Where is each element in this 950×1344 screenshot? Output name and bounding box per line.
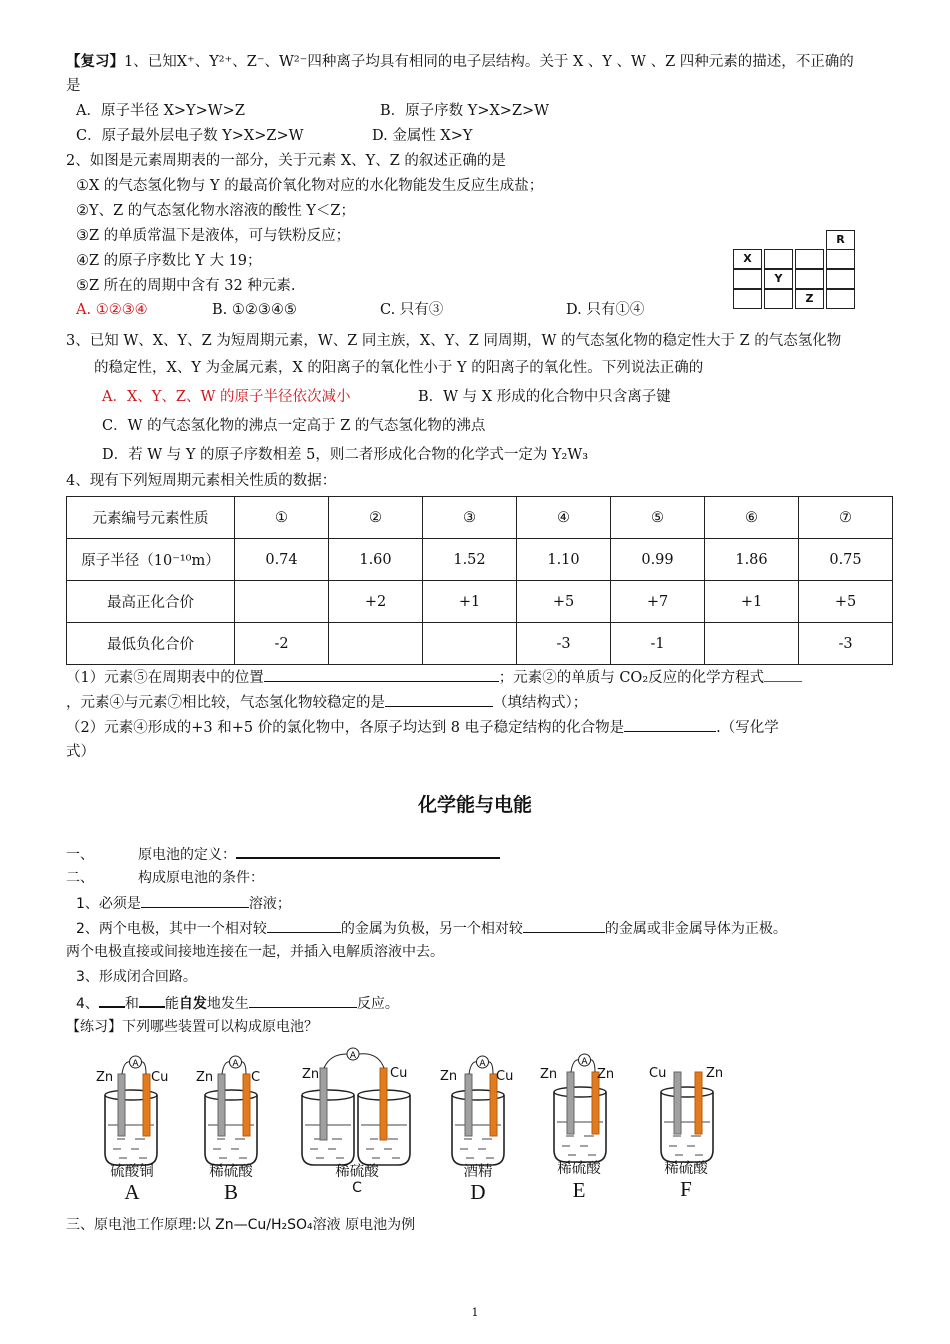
table-row — [67, 539, 893, 581]
device-f — [661, 1072, 713, 1162]
electrode-right — [380, 1068, 387, 1140]
table-cell: +1 — [705, 581, 799, 623]
electrode-label: Cu — [390, 1066, 408, 1081]
electrode-label: Zn — [440, 1069, 458, 1084]
answer-blank[interactable] — [523, 918, 605, 933]
q4-part2-text-a: （2）元素④形成的+3 和+5 价的氯化物中，各原子均达到 8 电子稳定结构的化合物是 — [66, 720, 625, 736]
q4-part2-line — [66, 717, 779, 738]
electrode-label: Cu — [496, 1069, 514, 1084]
condition-1 — [76, 893, 291, 914]
condition-2-text-b: 的金属为负极，另一个相对较 — [340, 921, 523, 937]
grid-cell — [733, 289, 762, 309]
q4-part2-text-b: .（写化学 — [716, 720, 779, 736]
table-cell: +5 — [799, 581, 893, 623]
device-letter: B — [223, 1180, 238, 1204]
table-cell: +7 — [611, 581, 705, 623]
grid-cell — [733, 269, 762, 289]
condition-2-text-c: 的金属或非金属导体为正极。 — [604, 921, 787, 937]
condition-3: 3、形成闭合回路。 — [76, 969, 197, 985]
electrode-left — [320, 1068, 327, 1140]
table-column-header: ⑦ — [799, 497, 893, 539]
answer-blank[interactable] — [385, 692, 493, 707]
table-column-header: ① — [235, 497, 329, 539]
answer-blank[interactable] — [264, 667, 499, 682]
grid-cell — [795, 269, 824, 289]
condition-4-text-e: 反应。 — [356, 996, 399, 1012]
answer-blank[interactable] — [139, 992, 165, 1008]
electrode-right — [143, 1074, 150, 1136]
answer-blank[interactable] — [267, 918, 341, 933]
table-cell: -3 — [799, 623, 893, 665]
answer-blank[interactable] — [236, 843, 500, 859]
element-properties-table — [66, 496, 893, 665]
electrode-label: C — [251, 1070, 261, 1085]
q2-text: 2、如图是元素周期表的一部分，关于元素 X、Y、Z 的叙述正确的是 — [66, 153, 506, 169]
table-column-header: ⑥ — [705, 497, 799, 539]
grid-cell-r: R — [826, 230, 855, 250]
q4-part1-line — [66, 667, 802, 688]
q2-statement-5: ⑤Z 所在的周期中含有 32 种元素. — [76, 278, 296, 294]
section-1-number: 一、 — [66, 847, 94, 863]
table-cell: -3 — [517, 623, 611, 665]
table-row — [67, 623, 893, 665]
table-cell: -2 — [235, 623, 329, 665]
q2-option-a: A. ①②③④ — [76, 302, 148, 318]
condition-4-bold: 自发 — [178, 996, 207, 1012]
electrode-right — [243, 1074, 250, 1136]
table-header-row — [67, 497, 893, 539]
table-cell: +1 — [423, 581, 517, 623]
q2-option-c: C. 只有③ — [380, 302, 444, 318]
solution-label: 酒精 — [463, 1164, 493, 1180]
condition-1-text-a: 1、必须是 — [76, 896, 141, 912]
solution-label: 稀硫酸 — [335, 1164, 379, 1180]
q4-part1-text-b: ；元素②的单质与 CO₂反应的化学方程式 — [498, 670, 765, 686]
answer-blank[interactable] — [141, 893, 249, 908]
solution-label: 稀硫酸 — [557, 1161, 601, 1177]
condition-4-text-c: 能 — [164, 996, 179, 1012]
row-label: 原子半径（10⁻¹⁰m） — [67, 539, 235, 581]
device-letter: A — [124, 1180, 140, 1204]
table-column-header: ③ — [423, 497, 517, 539]
section-title: 化学能与电能 — [417, 794, 532, 816]
condition-4-text-b: 和 — [124, 996, 139, 1012]
condition-1-text-b: 溶液； — [248, 896, 291, 912]
table-cell: 0.74 — [235, 539, 329, 581]
grid-cell — [764, 289, 793, 309]
q3-text-2: 的稳定性，X、Y 为金属元素，X 的阳离子的氧化性小于 Y 的阳离子的氧化性。下列说法正确的 — [94, 360, 704, 376]
q1-continuation: 是 — [66, 78, 81, 94]
q1-option-b: B．原子序数 Y>X>Z>W — [380, 103, 550, 119]
q1-text: 1、已知X⁺、Y²⁺、Z⁻、W²⁻四种离子均具有相同的电子层结构。关于 X 、Y 、W 、Z 四种元素的描述，不正确的 — [124, 54, 854, 70]
table-header-cell: 元素编号元素性质 — [67, 497, 235, 539]
section-2-text: 构成原电池的条件： — [138, 870, 264, 886]
table-row — [67, 581, 893, 623]
grid-cell — [826, 249, 855, 269]
condition-4 — [76, 992, 399, 1014]
grid-cell — [764, 249, 793, 269]
table-cell: +2 — [329, 581, 423, 623]
table-cell — [705, 623, 799, 665]
electrode-left — [218, 1074, 225, 1136]
q2-statement-3: ③Z 的单质常温下是液体，可与铁粉反应； — [76, 228, 351, 244]
grid-cell — [795, 249, 824, 269]
table-cell: -1 — [611, 623, 705, 665]
q1-option-c: C．原子最外层电子数 Y>X>Z>W — [76, 128, 304, 144]
practice-prompt: 【练习】下列哪些装置可以构成原电池？ — [66, 1019, 318, 1035]
electrode-label: Cu — [649, 1066, 667, 1081]
row-label: 最高正化合价 — [67, 581, 235, 623]
electrode-right — [695, 1072, 702, 1134]
q3-option-b: B．W 与 X 形成的化合物中只含离子键 — [418, 389, 671, 405]
q2-statement-4: ④Z 的原子序数比 Y 大 19； — [76, 253, 262, 269]
electrode-left — [118, 1074, 125, 1136]
q3-option-d: D．若 W 与 Y 的原子序数相差 5，则二者形成化合物的化学式一定为 Y₂W₃ — [102, 447, 589, 463]
table-cell — [329, 623, 423, 665]
q1-option-d: D. 金属性 X>Y — [372, 128, 473, 144]
solution-label: 硫酸铜 — [110, 1164, 154, 1180]
page-number: 1 — [471, 1306, 479, 1319]
electrode-left — [465, 1074, 472, 1136]
q4-part1-text-c: ，元素④与元素⑦相比较，气态氢化物较稳定的是 — [66, 695, 385, 711]
review-label: 【复习】 — [66, 53, 124, 70]
electrode-label: Zn — [540, 1067, 558, 1082]
section-1-text: 原电池的定义： — [138, 847, 236, 863]
table-cell: 1.86 — [705, 539, 799, 581]
table-cell: 1.10 — [517, 539, 611, 581]
answer-blank[interactable] — [99, 992, 125, 1008]
row-label: 最低负化合价 — [67, 623, 235, 665]
condition-2 — [76, 918, 787, 939]
q3-option-c: C．W 的气态氢化物的沸点一定高于 Z 的气态氢化物的沸点 — [102, 418, 486, 434]
grid-cell — [826, 289, 855, 309]
table-column-header: ② — [329, 497, 423, 539]
condition-2-text-a: 2、两个电极，其中一个相对较 — [76, 921, 267, 937]
solution-label: 稀硫酸 — [209, 1164, 253, 1180]
conditions-heading — [66, 868, 264, 888]
q1-line — [66, 52, 854, 72]
ammeter-icon: A — [581, 1057, 588, 1067]
ammeter-icon: A — [132, 1059, 139, 1069]
device-letter: F — [680, 1177, 692, 1201]
q2-option-b: B. ①②③④⑤ — [212, 302, 297, 318]
solution-label: 稀硫酸 — [664, 1161, 708, 1177]
table-cell — [235, 581, 329, 623]
condition-4-text-d: 地发生 — [206, 996, 249, 1012]
electrode-label: Zn — [196, 1070, 214, 1085]
table-cell: 0.75 — [799, 539, 893, 581]
section-3-heading: 三、原电池工作原理:以 Zn—Cu/H₂SO₄溶液 原电池为例 — [66, 1217, 416, 1233]
q4-part2-continuation: 式） — [66, 744, 95, 760]
electrode-left — [674, 1072, 681, 1134]
device-letter: E — [572, 1178, 586, 1202]
q2-statement-2: ②Y、Z 的气态氢化物水溶液的酸性 Y＜Z； — [76, 203, 356, 219]
electrode-label: Zn — [96, 1070, 114, 1085]
condition-4-text-a: 4、 — [76, 996, 99, 1012]
ammeter-icon: A — [349, 1051, 357, 1061]
electrode-label: Cu — [151, 1070, 169, 1085]
ammeter-icon: A — [479, 1059, 486, 1069]
condition-2-continuation: 两个电极直接或间接地连接在一起，并插入电解质溶液中去。 — [66, 944, 444, 960]
grid-cell-y: Y — [764, 269, 793, 289]
electrode-label: Zn — [597, 1067, 615, 1082]
q4-text: 4、现有下列短周期元素相关性质的数据： — [66, 473, 337, 489]
table-cell: +5 — [517, 581, 611, 623]
electrode-label: Zn — [706, 1066, 724, 1081]
answer-blank[interactable] — [249, 993, 357, 1008]
q2-option-d: D. 只有①④ — [566, 302, 645, 318]
q4-part1-text-a: （1）元素⑤在周期表中的位置 — [66, 670, 264, 686]
table-column-header: ④ — [517, 497, 611, 539]
definition-line — [66, 843, 500, 865]
answer-blank[interactable] — [624, 717, 716, 732]
table-cell: 1.60 — [329, 539, 423, 581]
device-letter: C — [352, 1180, 362, 1196]
q2-statement-1: ①X 的气态氢化物与 Y 的最高价氧化物对应的水化物能发生反应生成盐； — [76, 178, 544, 194]
electrode-label: Zn — [302, 1067, 320, 1082]
grid-cell-x: X — [733, 249, 762, 269]
ammeter-icon: A — [232, 1059, 239, 1069]
q4-part1-text-d: （填结构式）； — [493, 695, 588, 711]
q4-part1-line-2 — [66, 692, 587, 713]
grid-cell-z: Z — [795, 289, 824, 309]
q1-option-a: A．原子半径 X>Y>W>Z — [76, 103, 245, 119]
table-cell — [423, 623, 517, 665]
device-letter: D — [470, 1180, 486, 1204]
table-cell: 0.99 — [611, 539, 705, 581]
section-2-number: 二、 — [66, 870, 94, 886]
grid-cell — [826, 269, 855, 289]
q3-text-1: 3、已知 W、X、Y、Z 为短周期元素，W、Z 同主族，X、Y、Z 同周期，W 的气态氢化物的稳定性大于 Z 的气态氢化物 — [66, 333, 842, 349]
table-cell: 1.52 — [423, 539, 517, 581]
electrode-left — [567, 1072, 574, 1134]
answer-blank[interactable] — [764, 667, 802, 682]
table-column-header: ⑤ — [611, 497, 705, 539]
q3-option-a: A．X、Y、Z、W 的原子半径依次减小 — [102, 389, 351, 405]
